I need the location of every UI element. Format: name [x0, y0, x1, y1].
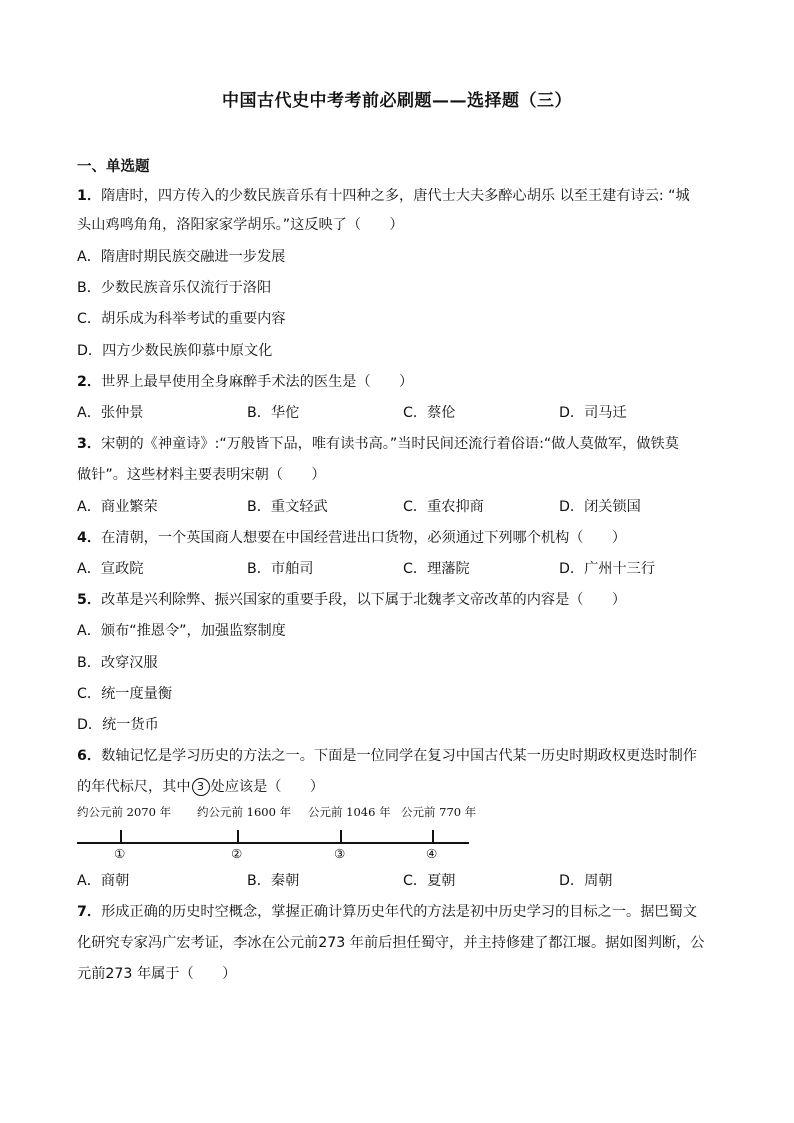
question-text: 隋唐时，四方传入的少数民族音乐有十四种之多，唐代士大夫多醉心胡乐 以至王建有诗云: “城: [101, 188, 690, 204]
question-number: 5．: [77, 592, 102, 608]
question-text-continued: 头山鸡鸣角角，洛阳家家学胡乐。”这反映了（ ）: [77, 217, 404, 233]
option-c[interactable]: C．理藩院: [403, 561, 470, 577]
option-a[interactable]: A．隋唐时期民族交融进一步发展: [77, 249, 286, 265]
question-text-continued: 化研究专家冯广宏考证，李冰在公元前273 年前后担任蜀守，并主持修建了都江堰。据如图判断，公: [77, 935, 705, 951]
option-a[interactable]: A．商朝: [77, 873, 130, 889]
circled-number-3: 3: [192, 778, 210, 796]
question-number: 2．: [77, 374, 102, 390]
timeline-figure: [77, 804, 477, 870]
option-a[interactable]: A．宣政院: [77, 561, 144, 577]
timeline-axis: [77, 842, 469, 844]
question-text-continued: 做针”。这些材料主要表明宋朝（ ）: [77, 467, 326, 483]
question-text-continued: 元前273 年属于（ ）: [77, 966, 237, 982]
option-a[interactable]: A．商业繁荣: [77, 499, 158, 515]
question-number: 1．: [77, 188, 102, 204]
option-d[interactable]: D．司马迁: [559, 405, 627, 421]
question-4: [77, 528, 626, 548]
timeline-label-2: 约公元前 1600 年: [197, 805, 292, 819]
option-b[interactable]: B．市舶司: [247, 561, 314, 577]
option-b[interactable]: B．改穿汉服: [77, 655, 158, 671]
option-d[interactable]: D．广州十三行: [559, 561, 656, 577]
timeline-mark-1: ①: [114, 846, 126, 861]
question-text: 形成正确的历史时空概念，掌握正确计算历史年代的方法是初中历史学习的目标之一。据巴蜀文: [101, 904, 697, 920]
question-text-part: 的年代标尺，其中: [77, 779, 191, 795]
question-text: 世界上最早使用全身麻醉手术法的医生是（ ）: [101, 374, 414, 390]
timeline-mark-2: ②: [231, 846, 243, 861]
question-2: [77, 372, 413, 392]
question-5: [77, 590, 626, 610]
timeline-tick: [340, 830, 342, 843]
option-c[interactable]: C．重农抑商: [403, 499, 484, 515]
timeline-mark-3: ③: [334, 846, 346, 861]
option-c[interactable]: C．胡乐成为科举考试的重要内容: [77, 311, 286, 327]
question-number: 6．: [77, 748, 102, 764]
timeline-label-4: 公元前 770 年: [401, 805, 477, 819]
option-b[interactable]: B．秦朝: [247, 873, 300, 889]
option-d[interactable]: D．四方少数民族仰慕中原文化: [77, 343, 273, 359]
timeline-mark-4: ④: [426, 846, 438, 861]
question-text: 改革是兴利除弊、振兴国家的重要手段，以下属于北魏孝文帝改革的内容是（ ）: [101, 592, 627, 608]
question-6: [77, 746, 697, 766]
question-text-continued: [77, 777, 324, 797]
option-d[interactable]: D．统一货币: [77, 717, 159, 733]
timeline-tick: [432, 830, 434, 843]
option-d[interactable]: D．闭关锁国: [559, 499, 641, 515]
question-text: 在清朝，一个英国商人想要在中国经营进出口货物，必须通过下列哪个机构（ ）: [101, 530, 627, 546]
question-number: 3．: [77, 436, 102, 452]
option-c[interactable]: C．蔡伦: [403, 405, 456, 421]
question-number: 7．: [77, 904, 102, 920]
question-text: 数轴记忆是学习历史的方法之一。下面是一位同学在复习中国古代某一历史时期政权更迭时制作: [101, 748, 697, 764]
option-d[interactable]: D．周朝: [559, 873, 613, 889]
option-c[interactable]: C．统一度量衡: [77, 686, 173, 702]
timeline-tick: [237, 830, 239, 843]
timeline-label-1: 约公元前 2070 年: [77, 805, 172, 819]
option-b[interactable]: B．重文轻武: [247, 499, 328, 515]
section-heading: 一、单选题: [77, 159, 150, 175]
option-c[interactable]: C．夏朝: [403, 873, 456, 889]
question-text-part: 处应该是（ ）: [210, 779, 325, 795]
question-number: 4．: [77, 530, 102, 546]
timeline-tick: [120, 830, 122, 843]
option-a[interactable]: A．张仲景: [77, 405, 144, 421]
option-a[interactable]: A．颁布“推恩令”，加强监察制度: [77, 623, 286, 639]
question-3: [77, 434, 679, 454]
page-title: 中国古代史中考考前必刷题——选择题（三）: [222, 91, 572, 111]
timeline-label-3: 公元前 1046 年: [308, 805, 391, 819]
option-b[interactable]: B．华佗: [247, 405, 300, 421]
question-text: 宋朝的《神童诗》:“万般皆下品，唯有读书高。”当时民间还流行着俗语:“做人莫做军，做铁莫: [101, 436, 679, 452]
question-1: [77, 186, 690, 206]
option-b[interactable]: B．少数民族音乐仅流行于洛阳: [77, 280, 272, 296]
question-7: [77, 902, 697, 922]
